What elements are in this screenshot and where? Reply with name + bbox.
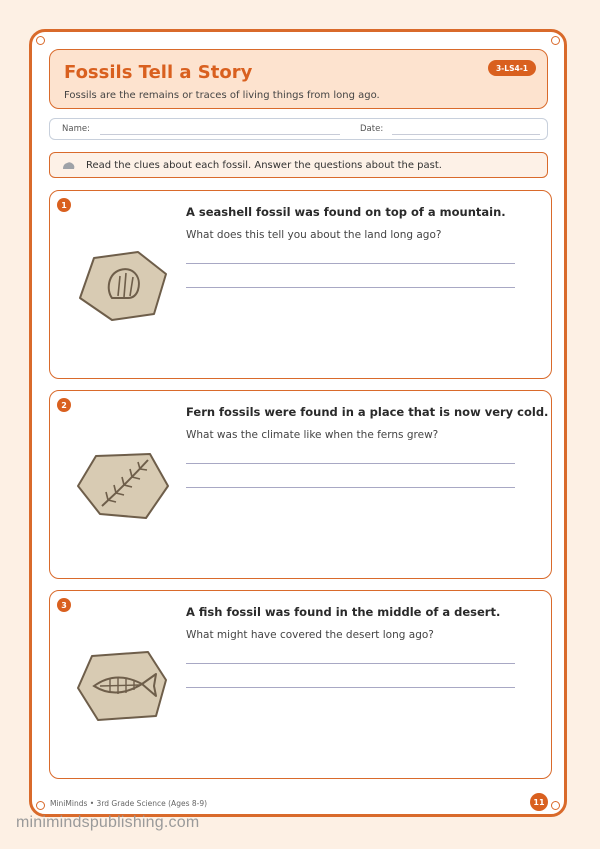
corner-dot: [36, 801, 45, 810]
page-title: Fossils Tell a Story: [64, 62, 253, 83]
question-card-3: [49, 590, 552, 779]
question-number-badge: 1: [57, 198, 71, 212]
instruction-box: [49, 152, 548, 178]
question-number-badge: 3: [57, 598, 71, 612]
worksheet-header: [49, 49, 548, 109]
answer-line[interactable]: [186, 663, 515, 664]
answer-line[interactable]: [186, 287, 515, 288]
question-prompt: What does this tell you about the land long ago?: [186, 229, 442, 241]
fern-fossil-icon: [76, 448, 172, 524]
question-clue: A seashell fossil was found on top of a mountain.: [186, 205, 506, 219]
corner-dot: [36, 36, 45, 45]
name-label: Name:: [62, 124, 90, 134]
question-card-2: [49, 390, 552, 579]
date-label: Date:: [360, 124, 384, 134]
rock-icon: [62, 161, 75, 170]
answer-line[interactable]: [186, 487, 515, 488]
page-subtitle: Fossils are the remains or traces of living things from long ago.: [64, 90, 380, 101]
name-date-row: [49, 118, 548, 140]
corner-dot: [551, 36, 560, 45]
question-clue: Fern fossils were found in a place that is now very cold.: [186, 405, 549, 419]
answer-line[interactable]: [186, 463, 515, 464]
footer-text: MiniMinds • 3rd Grade Science (Ages 8-9): [50, 799, 208, 808]
standard-code-badge: 3-LS4-1: [488, 60, 536, 76]
question-prompt: What might have covered the desert long ago?: [186, 629, 434, 641]
question-number-badge: 2: [57, 398, 71, 412]
instruction-text: Read the clues about each fossil. Answer the questions about the past.: [86, 160, 442, 171]
answer-line[interactable]: [186, 263, 515, 264]
question-card-1: [49, 190, 552, 379]
watermark: minimindspublishing.com: [16, 814, 200, 831]
corner-dot: [551, 801, 560, 810]
question-clue: A fish fossil was found in the middle of a desert.: [186, 605, 501, 619]
worksheet-page: [29, 29, 567, 817]
answer-line[interactable]: [186, 687, 515, 688]
date-field[interactable]: [392, 134, 540, 135]
name-field[interactable]: [100, 134, 340, 135]
seashell-fossil-icon: [76, 248, 172, 324]
page-number-badge: 11: [530, 793, 548, 811]
fish-fossil-icon: [76, 648, 172, 724]
question-prompt: What was the climate like when the ferns grew?: [186, 429, 439, 441]
